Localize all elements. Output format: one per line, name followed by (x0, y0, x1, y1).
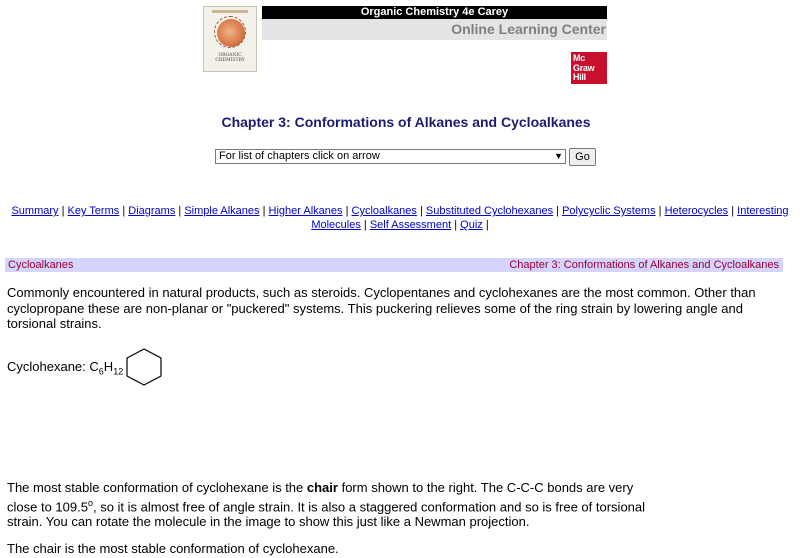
formula-hydrogen: H (103, 359, 114, 374)
nav-link-cycloalkanes[interactable]: Cycloalkanes (351, 205, 417, 217)
cover-orbit-ring (214, 16, 246, 48)
chapter-title: Chapter 3: Conformations of Alkanes and Cycloalkanes (221, 114, 591, 130)
section-header-band (5, 258, 783, 272)
online-learning-center-banner: Online Learning Center (262, 19, 607, 40)
nav-separator: | (485, 219, 489, 231)
nav-separator: | (61, 205, 65, 217)
formula-subscript-hydrogen: 12 (113, 366, 124, 377)
publisher-logo[interactable] (571, 52, 607, 84)
nav-link-heterocycles[interactable]: Heterocycles (664, 205, 729, 217)
degree-superscript: o (87, 497, 93, 508)
nav-separator: | (658, 205, 662, 217)
logo-line-1: Mc (573, 53, 585, 63)
nav-separator: | (556, 205, 560, 217)
site-header (203, 6, 607, 86)
nav-separator: | (345, 205, 349, 217)
cover-text: ORGANIC CHEMISTRY (215, 53, 245, 63)
stable-text-part1: The most stable conformation of cyclohexane is the (7, 480, 307, 495)
go-button[interactable]: Go (569, 148, 596, 166)
section-navigation (8, 204, 792, 232)
nav-separator: | (419, 205, 423, 217)
nav-link-quiz[interactable]: Quiz (460, 219, 483, 231)
nav-separator: | (122, 205, 126, 217)
cyclohexane-hexagon-icon (125, 347, 163, 387)
nav-separator: | (363, 219, 367, 231)
formula-prefix: Cyclohexane: C (7, 359, 99, 374)
nav-separator: | (262, 205, 266, 217)
nav-link-key-terms[interactable]: Key Terms (67, 205, 120, 217)
nav-link-higher-alkanes[interactable]: Higher Alkanes (268, 205, 343, 217)
nav-link-diagrams[interactable]: Diagrams (128, 205, 176, 217)
chapter-select-value: For list of chapters click on arrow (219, 150, 380, 162)
nav-separator: | (178, 205, 182, 217)
nav-link-self-assessment[interactable]: Self Assessment (369, 219, 452, 231)
chair-bold-term: chair (306, 480, 338, 495)
intro-paragraph: Commonly encountered in natural products, such as steroids. Cyclopentanes and cyclohexanes are the most common. Other than cyclopropane these are non-planar or "puckered" systems. This puckering relieves some of the ring strain by lowering angle and torsional strains. (7, 285, 756, 331)
logo-line-2: Graw (573, 62, 595, 73)
stable-text-part2: form shown to the right. The C-C-C bonds are very close to 109.5 (7, 480, 634, 514)
nav-link-interesting-molecules[interactable]: Interesting Molecules (311, 205, 789, 231)
formula-subscript-carbon: 6 (98, 366, 104, 377)
nav-link-summary[interactable]: Summary (11, 205, 59, 217)
nav-link-substituted-cyclohexanes[interactable]: Substituted Cyclohexanes (425, 205, 554, 217)
book-cover-image (203, 6, 257, 72)
chapter-select-dropdown[interactable] (215, 149, 566, 164)
logo-line-3: Hill (573, 72, 586, 82)
nav-separator: | (454, 219, 458, 231)
chair-conformation-paragraph (7, 480, 647, 530)
dropdown-arrow-icon: ▼ (554, 151, 563, 161)
book-title-bar: Organic Chemistry 4e Carey (262, 6, 607, 19)
stable-text-part3: , so it is almost free of angle strain. It is also a staggered conformation and so is free of torsional strain. You can rotate the molecule in the image to show this just like a Newman projection. (7, 498, 646, 530)
section-chapter-name: Chapter 3: Conformations of Alkanes and Cycloalkanes (509, 259, 779, 271)
nav-separator: | (731, 205, 735, 217)
chair-summary-paragraph: The chair is the most stable conformation of cyclohexane. (7, 541, 339, 556)
nav-link-simple-alkanes[interactable]: Simple Alkanes (184, 205, 260, 217)
nav-link-polycyclic-systems[interactable]: Polycyclic Systems (562, 205, 656, 217)
cyclohexane-formula-label (7, 359, 123, 380)
cover-stripe (212, 10, 248, 13)
section-name: Cycloalkanes (8, 259, 74, 271)
